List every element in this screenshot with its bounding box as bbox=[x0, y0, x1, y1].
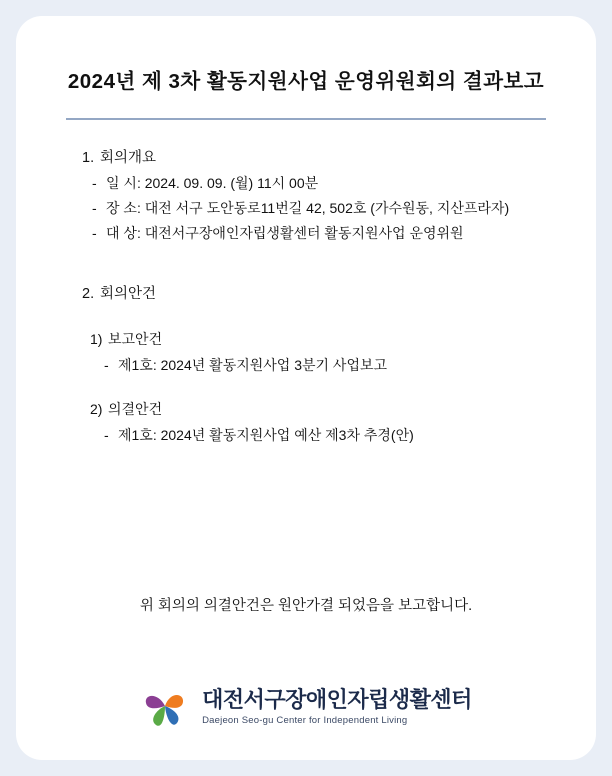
overview-attendees-text: 대 상: 대전서구장애인자립생활센터 활동지원사업 운영위원 bbox=[106, 225, 464, 241]
section-title: 회의개요 bbox=[100, 150, 157, 166]
overview-line-place bbox=[92, 198, 544, 218]
bullet-dash: - bbox=[92, 200, 97, 216]
section-agenda bbox=[74, 282, 544, 445]
subsection-title: 의결안건 bbox=[108, 401, 163, 417]
subsection-heading bbox=[90, 329, 544, 349]
overview-line-date bbox=[92, 173, 544, 193]
page-title: 2024년 제 3차 활동지원사업 운영위원회의 결과보고 bbox=[67, 70, 545, 93]
report-agenda-item bbox=[104, 355, 544, 375]
section-meeting-overview bbox=[74, 146, 544, 243]
overview-place-text: 장 소: 대전 서구 도안동로11번길 42, 502호 (가수원동, 지산프라자) bbox=[106, 200, 510, 216]
section-spacer bbox=[74, 248, 544, 282]
four-leaf-clover-logo-icon bbox=[140, 684, 192, 730]
bullet-dash: - bbox=[92, 225, 97, 241]
subsection-number: 2) bbox=[90, 401, 103, 417]
subsection-title: 보고안건 bbox=[108, 331, 163, 347]
subsection-number: 1) bbox=[90, 331, 103, 347]
logo-korean-name: 대전서구장애인자립생활센터 bbox=[202, 686, 472, 712]
section-title: 회의안건 bbox=[100, 286, 157, 302]
logo-english-name: Daejeon Seo-gu Center for Independent Living bbox=[202, 715, 408, 727]
title-divider bbox=[66, 118, 546, 120]
subsection-spacer bbox=[74, 379, 544, 399]
document-sheet bbox=[16, 16, 596, 760]
resolution-agenda-text: 제1호: 2024년 활동지원사업 예산 제3차 추경(안) bbox=[118, 427, 414, 443]
logo-text-block bbox=[202, 688, 472, 726]
subsection-heading bbox=[90, 399, 544, 419]
closing-statement: 위 회의의 의결안건은 원안가결 되었음을 보고합니다. bbox=[139, 598, 473, 614]
document-body bbox=[74, 146, 544, 449]
bullet-dash: - bbox=[104, 427, 109, 443]
resolution-agenda-item bbox=[104, 425, 544, 445]
bullet-dash: - bbox=[104, 357, 109, 373]
section-number: 1. bbox=[82, 150, 95, 166]
organization-logo bbox=[16, 684, 596, 730]
bullet-dash: - bbox=[92, 175, 97, 191]
overview-line-attendees bbox=[92, 223, 544, 243]
overview-date-text: 일 시: 2024. 09. 09. (월) 11시 00분 bbox=[106, 175, 319, 191]
section-number: 2. bbox=[82, 286, 95, 302]
subsection-spacer bbox=[74, 309, 544, 329]
subsection-resolution-agenda bbox=[74, 399, 544, 445]
section-heading bbox=[82, 146, 544, 167]
section-heading bbox=[82, 282, 544, 303]
report-agenda-text: 제1호: 2024년 활동지원사업 3분기 사업보고 bbox=[118, 357, 388, 373]
subsection-report-agenda bbox=[74, 329, 544, 375]
